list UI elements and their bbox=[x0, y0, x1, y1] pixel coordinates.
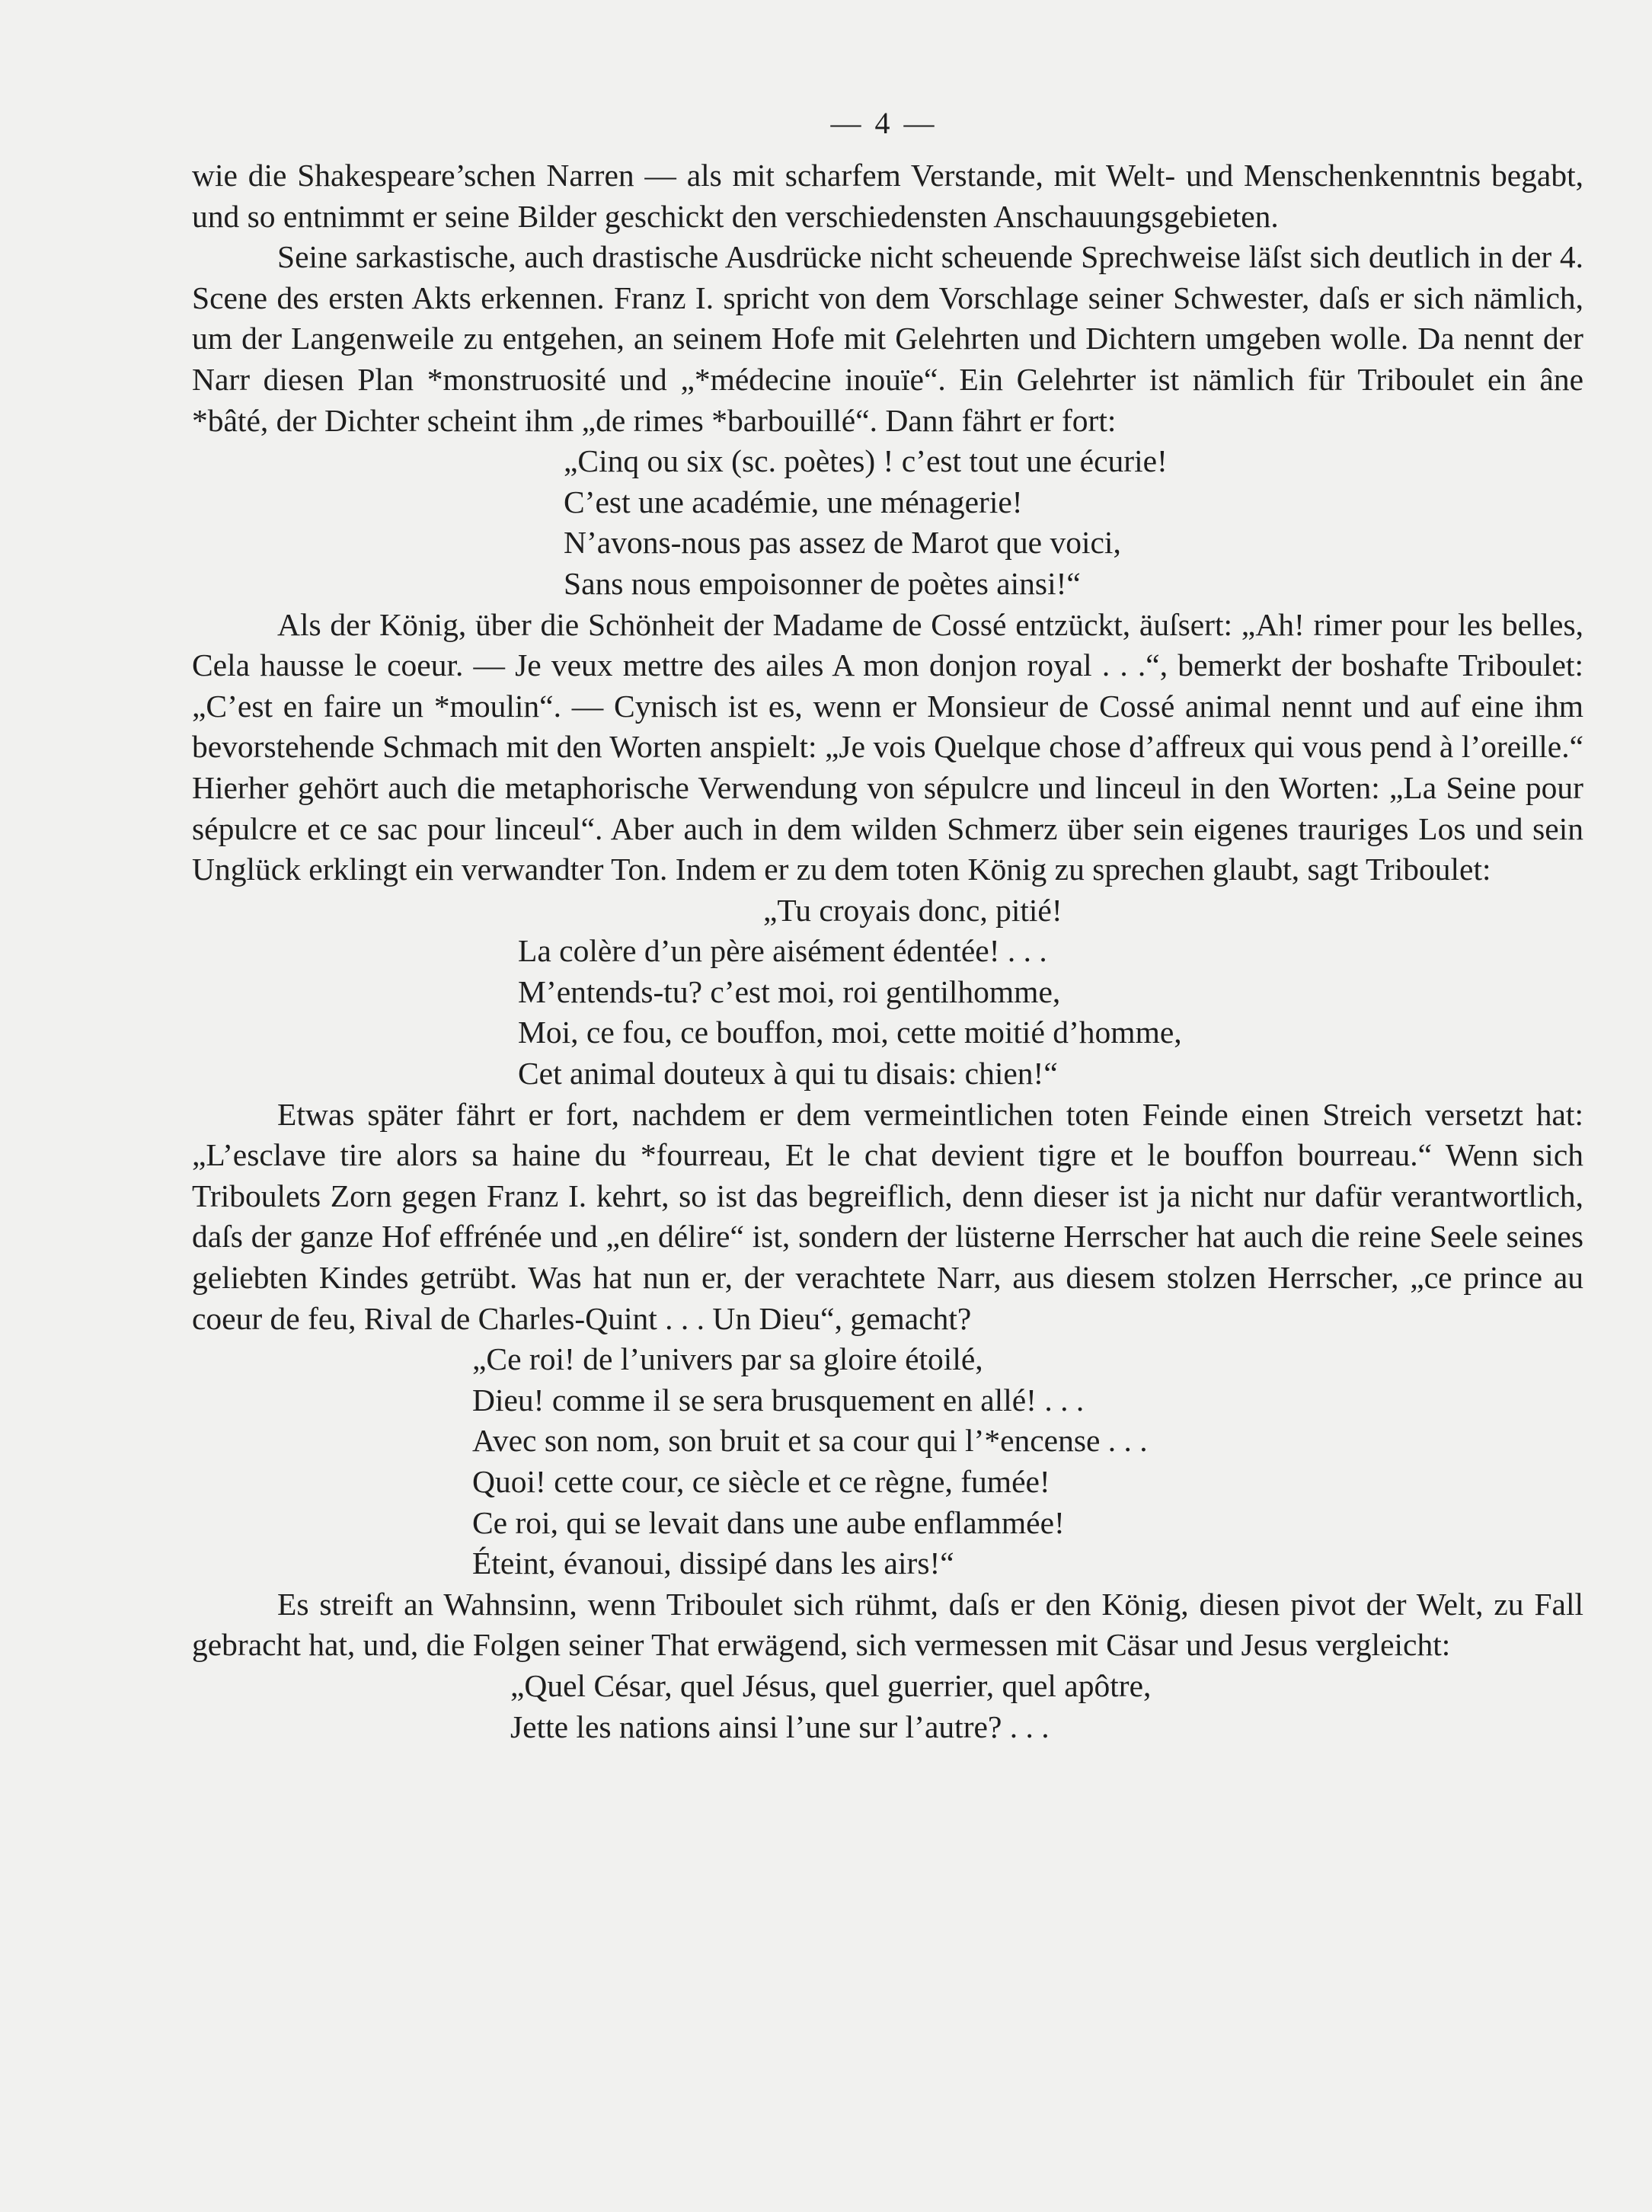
verse-line: „Cinq ou six (sc. poètes) ! c’est tout une écurie! bbox=[564, 443, 1168, 479]
verse-line: Sans nous empoisonner de poètes ainsi!“ bbox=[564, 565, 1081, 601]
verse-line: Ce roi, qui se levait dans une aube enflammée! bbox=[472, 1504, 1065, 1540]
verse-line: Cet animal douteux à qui tu disais: chien!“ bbox=[518, 1056, 1058, 1092]
verse-quote-2 bbox=[192, 890, 1583, 1095]
verse-line: N’avons-nous pas assez de Marot que voici, bbox=[564, 525, 1121, 561]
verse-line: „Ce roi! de l’univers par sa gloire étoilé, bbox=[472, 1341, 983, 1377]
verse-line: „Quel César, quel Jésus, quel guerrier, quel apôtre, bbox=[510, 1667, 1152, 1703]
paragraph-5: Es streift an Wahnsinn, wenn Triboulet sich rühmt, daſs er den König, diesen pivot der Welt, zu Fall gebracht hat, und, die Folgen seiner That erwägend, sich vermessen mit Cäsar und Jesus vergleicht: bbox=[192, 1586, 1583, 1663]
verse-quote-1 bbox=[192, 441, 1583, 604]
page-number: — 4 — bbox=[830, 106, 938, 140]
verse-quote-4 bbox=[192, 1666, 1583, 1747]
verse-line: C’est une académie, une ménagerie! bbox=[564, 484, 1023, 519]
verse-line: La colère d’un père aisément édentée! . . . bbox=[518, 933, 1047, 969]
paragraph-2: Seine sarkastische, auch drastische Ausdrücke nicht scheuende Sprechweise läſst sich deutlich in der 4. Scene des ersten Akts erkennen. Franz I. spricht von dem Vorschlage seiner Schwester, daſs er sich nämlich, um der Langenweile zu entgehen, an seinem Hofe mit Gelehrten und Dichtern umgeben wolle. Da nennt der Narr diesen Plan *monstruosité und „*médecine inouïe“. Ein Gelehrter ist nämlich für Triboulet ein âne *bâté, der Dichter scheint ihm „de rimes *barbouillé“. Dann fährt er fort: bbox=[192, 239, 1583, 438]
verse-line: „Tu croyais donc, pitié! bbox=[763, 892, 1062, 928]
paragraph-4: Etwas später fährt er fort, nachdem er dem vermeintlichen toten Feinde einen Streich versetzt hat: „L’esclave tire alors sa haine du *fourreau, Et le chat devient tigre et le bouffon bourreau.“ Wenn sich Triboulets Zorn gegen Franz I. kehrt, so ist das begreiflich, denn dieser ist ja nicht nur dafür verantwortlich, daſs der ganze Hof effrénée und „en délire“ ist, sondern der lüsterne Herrscher hat auch die reine Seele seines geliebten Kindes getrübt. Was hat nun er, der verachtete Narr, aus diesem stolzen Herrscher, „ce prince au coeur de feu, Rival de Charles-Quint . . . Un Dieu“, gemacht? bbox=[192, 1096, 1583, 1336]
verse-line: M’entends-tu? c’est moi, roi gentilhomme, bbox=[518, 973, 1061, 1009]
verse-line: Avec son nom, son bruit et sa cour qui l’*encense . . . bbox=[472, 1423, 1148, 1459]
verse-line: Quoi! cette cour, ce siècle et ce règne, fumée! bbox=[472, 1464, 1050, 1499]
verse-line: Éteint, évanoui, dissipé dans les airs!“ bbox=[472, 1546, 954, 1581]
paragraph-3: Als der König, über die Schönheit der Madame de Cossé entzückt, äuſsert: „Ah! rimer pour les belles, Cela hausse le coeur. — Je veux mettre des ailes A mon donjon royal . . .“, bemerkt der boshafte Triboulet: „C’est en faire un *moulin“. — Cynisch ist es, wenn er Monsieur de Cossé animal nennt und auf eine ihm bevorstehende Schmach mit den Worten anspielt: „Je vois Quelque chose d’affreux qui vous pend à l’oreille.“ Hierher gehört auch die metaphorische Verwendung von sépulcre und linceul in den Worten: „La Seine pour sépulcre et ce sac pour linceul“. Aber auch in dem wilden Schmerz über sein eigenes trauriges Los und sein Unglück erklingt ein verwandter Ton. Indem er zu dem toten König zu sprechen glaubt, sagt Triboulet: bbox=[192, 606, 1583, 887]
verse-quote-3 bbox=[192, 1339, 1583, 1584]
verse-line: Moi, ce fou, ce bouffon, moi, cette moitié d’homme, bbox=[518, 1015, 1182, 1050]
paragraph-1: wie die Shakespeare’schen Narren — als mit scharfem Verstande, mit Welt- und Menschenkenntnis begabt, und so entnimmt er seine Bilder geschickt den verschiedensten Anschauungsgebieten. bbox=[192, 158, 1583, 234]
verse-line: Jette les nations ainsi l’une sur l’autre? . . . bbox=[510, 1709, 1050, 1744]
verse-line: Dieu! comme il se sera brusquement en allé! . . . bbox=[472, 1382, 1085, 1418]
